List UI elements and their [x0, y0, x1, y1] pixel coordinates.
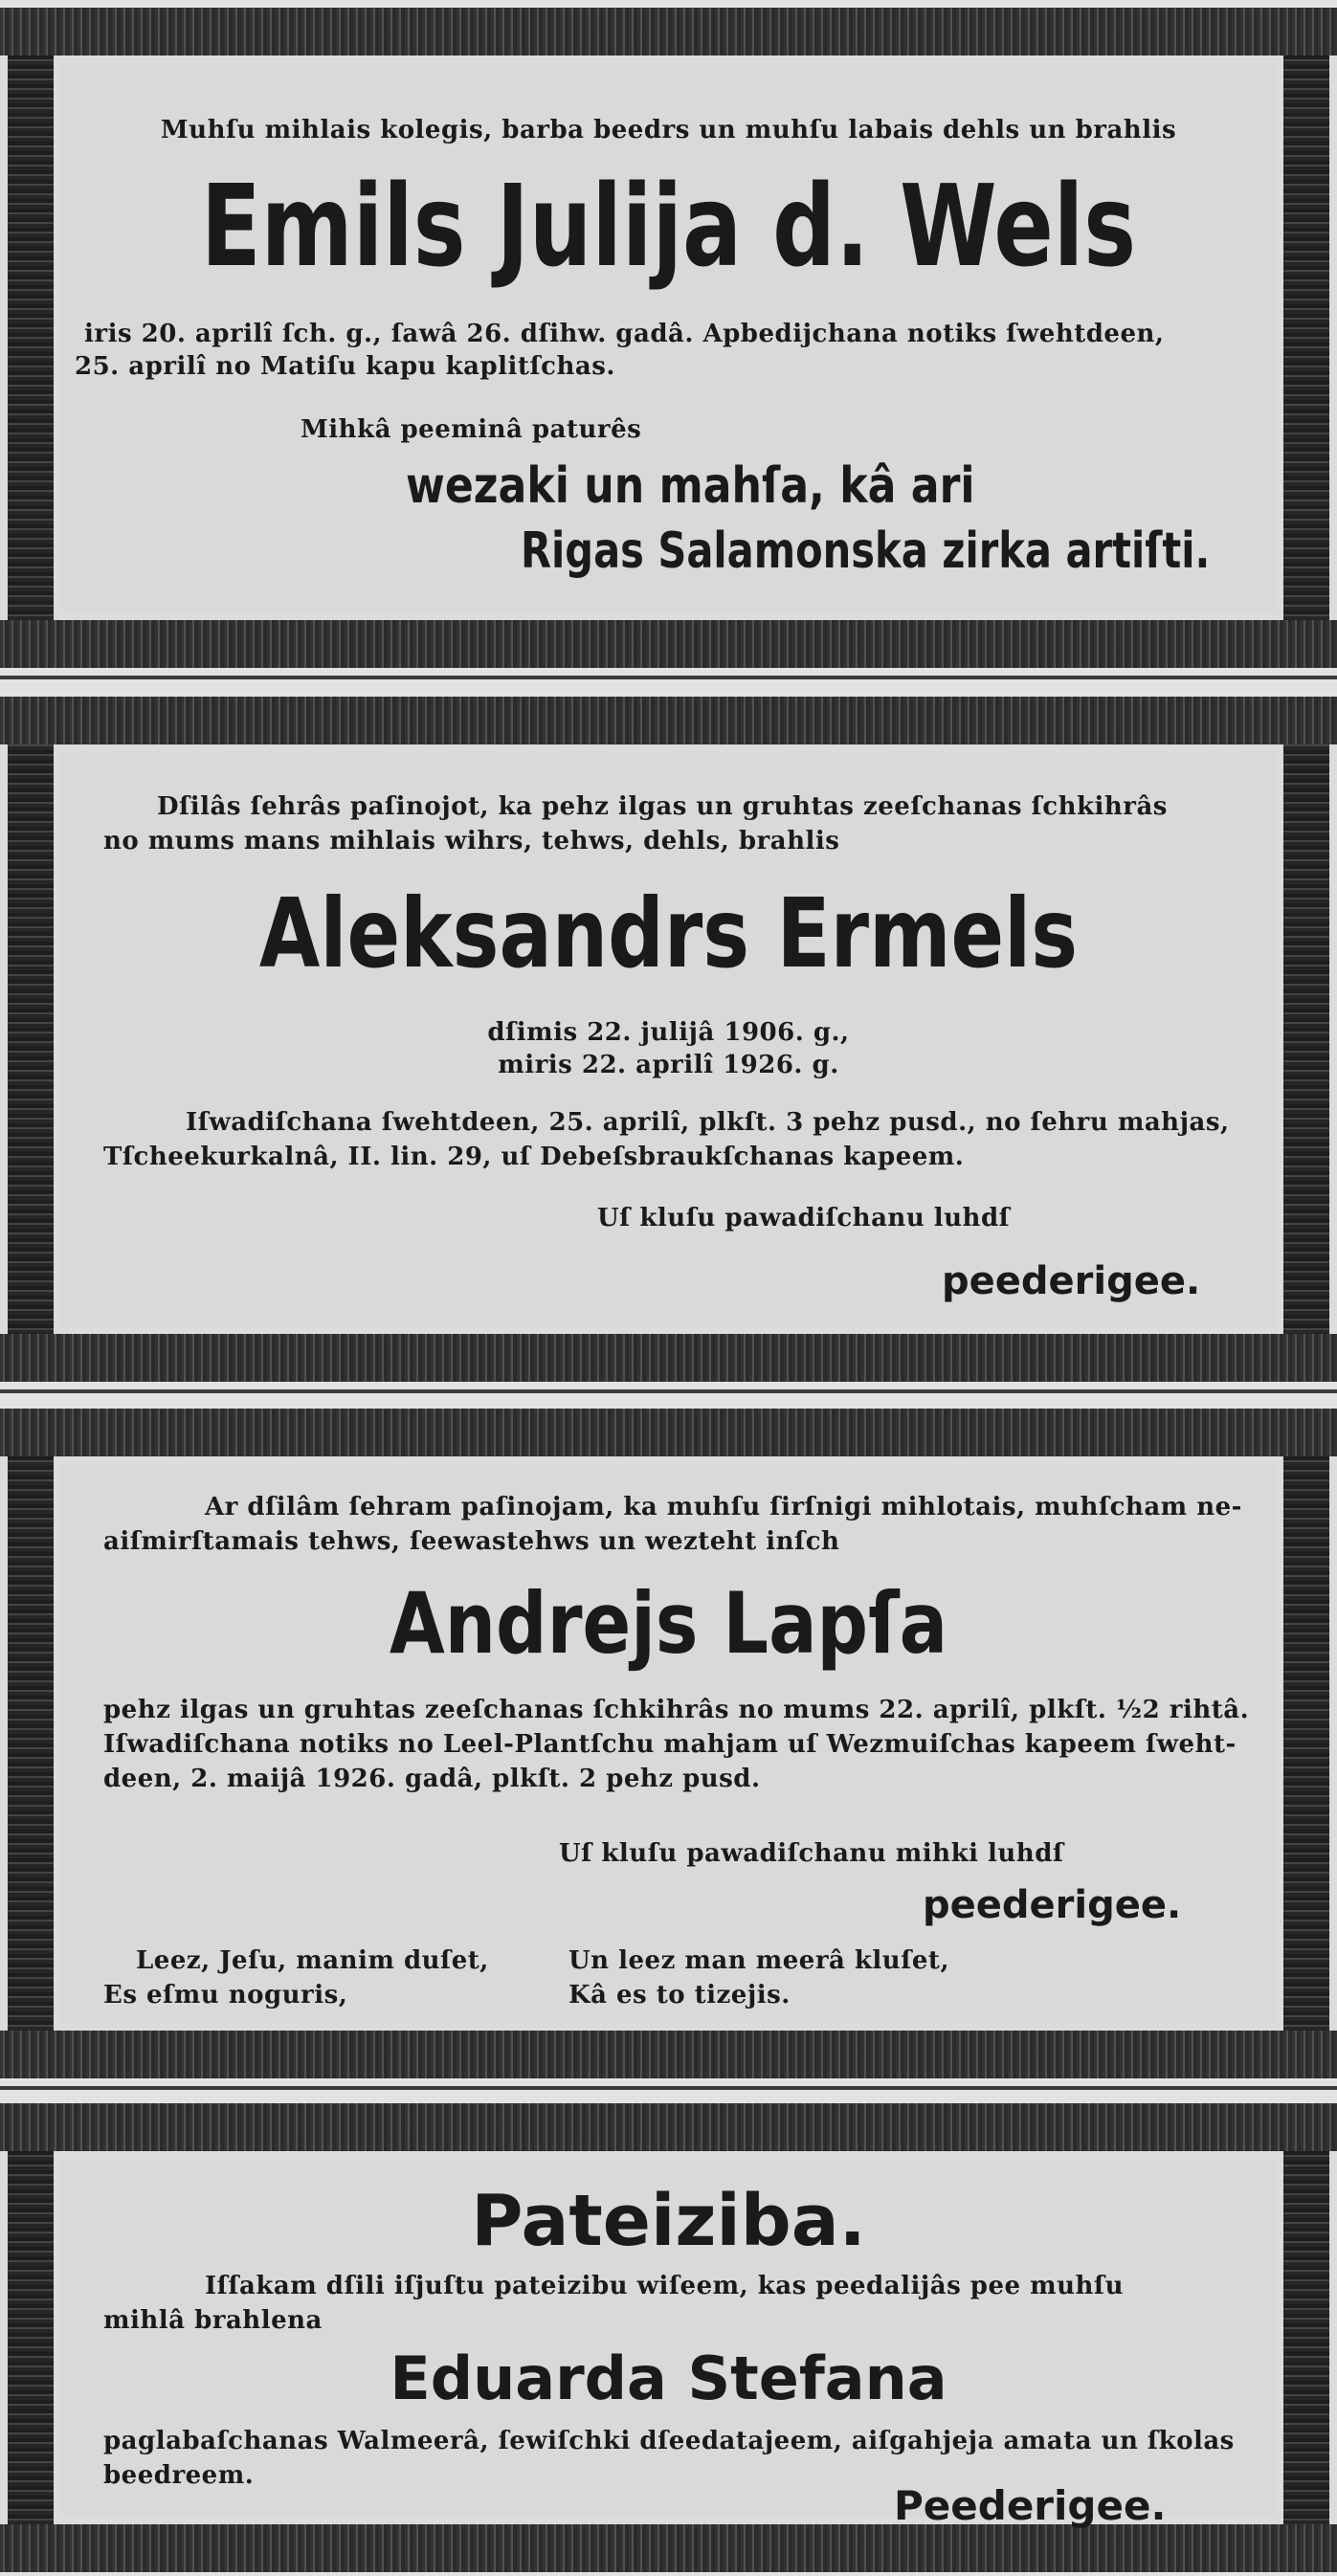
notice-body	[61, 1464, 1276, 2023]
verse-line: Kâ es to tizejis.	[568, 1981, 791, 2010]
signature-line: Rigas Salamonska zirka artiſti.	[521, 522, 1211, 580]
notice-intro: Muhſu mihlais kolegis, barba beedrs un muhſu labais dehls un brahlis	[160, 116, 1177, 144]
notice-text-line: paglabaſchanas Walmeerâ, ſewiſchki dſeedatajeem, aiſgahjeja amata un ſkolas	[103, 2427, 1235, 2455]
notice-border-left	[8, 56, 54, 620]
notice-body	[61, 752, 1276, 1326]
notice-border-top	[0, 697, 1337, 744]
notice-body	[61, 63, 1276, 612]
notice-border-right	[1283, 744, 1329, 1334]
notice-border-left	[8, 2151, 54, 2524]
notice-pateiziba	[0, 2103, 1337, 2572]
notice-intro: Ar dſilâm ſehram paſinojam, ka muhſu ſirſnigi mihlotais, muhſcham ne-	[205, 1493, 1242, 1521]
deceased-name: Aleksandrs Ermels	[258, 877, 1079, 989]
notice-text-line: Iſwadiſchana notiks no Leel-Plantſchu mahjam uſ Wezmuiſchas kapeem ſweht-	[103, 1730, 1237, 1759]
remembrance-line: Mihkâ peeminâ paturês	[301, 415, 642, 444]
notice-border-right	[1283, 56, 1329, 620]
notice-text-line: beedreem.	[103, 2461, 255, 2490]
death-date: miris 22. aprilî 1926. g.	[498, 1051, 839, 1079]
notice-intro: Iſſakam dſili iſjuſtu pateizibu wiſeem, kas peedalijâs pee muhſu	[205, 2272, 1125, 2300]
deceased-name: Andrejs Lapſa	[389, 1574, 948, 1673]
deceased-name: Emils Julija d. Wels	[200, 160, 1137, 292]
birth-date: dſimis 22. julijâ 1906. g.,	[487, 1018, 850, 1047]
notice-border-right	[1283, 2151, 1329, 2524]
notice-intro: no mums mans mihlais wihrs, tehws, dehls, brahlis	[103, 827, 840, 855]
notice-border-left	[8, 1456, 54, 2031]
notice-emils-wels	[0, 8, 1337, 668]
signature: peederigee.	[923, 1883, 1182, 1927]
notice-text-line: 25. aprilî no Matiſu kapu kaplitſchas.	[75, 352, 615, 381]
signature-line: wezaki un mahſa, kâ ari	[406, 457, 975, 515]
notice-border-bottom	[0, 620, 1337, 668]
notice-text-line: pehz ilgas un gruhtas zeeſchanas ſchkihrâs no mums 22. aprilî, plkſt. ½2 rihtâ.	[103, 1696, 1250, 1724]
notice-title: Pateiziba.	[471, 2180, 866, 2262]
notice-andrejs-lapsa	[0, 1409, 1337, 2078]
funeral-invite: Uſ kluſu pawadiſchanu luhdſ	[597, 1204, 1011, 1232]
notice-border-bottom	[0, 1334, 1337, 1382]
funeral-invite: Uſ kluſu pawadiſchanu mihki luhdſ	[559, 1839, 1064, 1868]
notice-body	[61, 2159, 1276, 2529]
verse-line: Un leez man meerâ kluſet,	[568, 1946, 949, 1975]
notice-aleksandrs-ermels	[0, 697, 1337, 1382]
notice-text-line: deen, 2. maijâ 1926. gadâ, plkſt. 2 pehz pusd.	[103, 1765, 761, 1793]
separator-rule	[0, 2086, 1337, 2090]
notice-border-top	[0, 2103, 1337, 2151]
honoree-name: Eduarda Stefana	[390, 2343, 947, 2413]
verse-line: Es eſmu noguris,	[103, 1981, 348, 2010]
notice-text-line: Iſwadiſchana ſwehtdeen, 25. aprilî, plkſt. 3 pehz pusd., no ſehru mahjas,	[186, 1108, 1230, 1137]
verse-line: Leez, Jeſu, manim duſet,	[136, 1946, 489, 1975]
notice-intro: mihlâ brahlena	[103, 2306, 323, 2335]
notice-border-bottom	[0, 2031, 1337, 2078]
notice-border-top	[0, 1409, 1337, 1456]
notice-text-line: iris 20. aprilî ſch. g., ſawâ 26. dſihw. gadâ. Apbedijchana notiks ſwehtdeen,	[84, 320, 1165, 348]
notice-intro: aiſmirſtamais tehws, ſeewastehws un wezteht inſch	[103, 1527, 840, 1556]
signature: Peederigee.	[894, 2482, 1167, 2529]
separator-rule	[0, 1389, 1337, 1393]
separator-rule	[0, 676, 1337, 679]
notice-border-top	[0, 8, 1337, 56]
notice-intro: Dſilâs ſehrâs paſinojot, ka pehz ilgas un gruhtas zeeſchanas ſchkihrâs	[157, 792, 1168, 821]
notice-border-right	[1283, 1456, 1329, 2031]
signature: peederigee.	[942, 1259, 1201, 1303]
notice-text-line: Tſcheekurkalnâ, II. lin. 29, uſ Debeſsbraukſchanas kapeem.	[103, 1143, 965, 1171]
notice-border-left	[8, 744, 54, 1334]
